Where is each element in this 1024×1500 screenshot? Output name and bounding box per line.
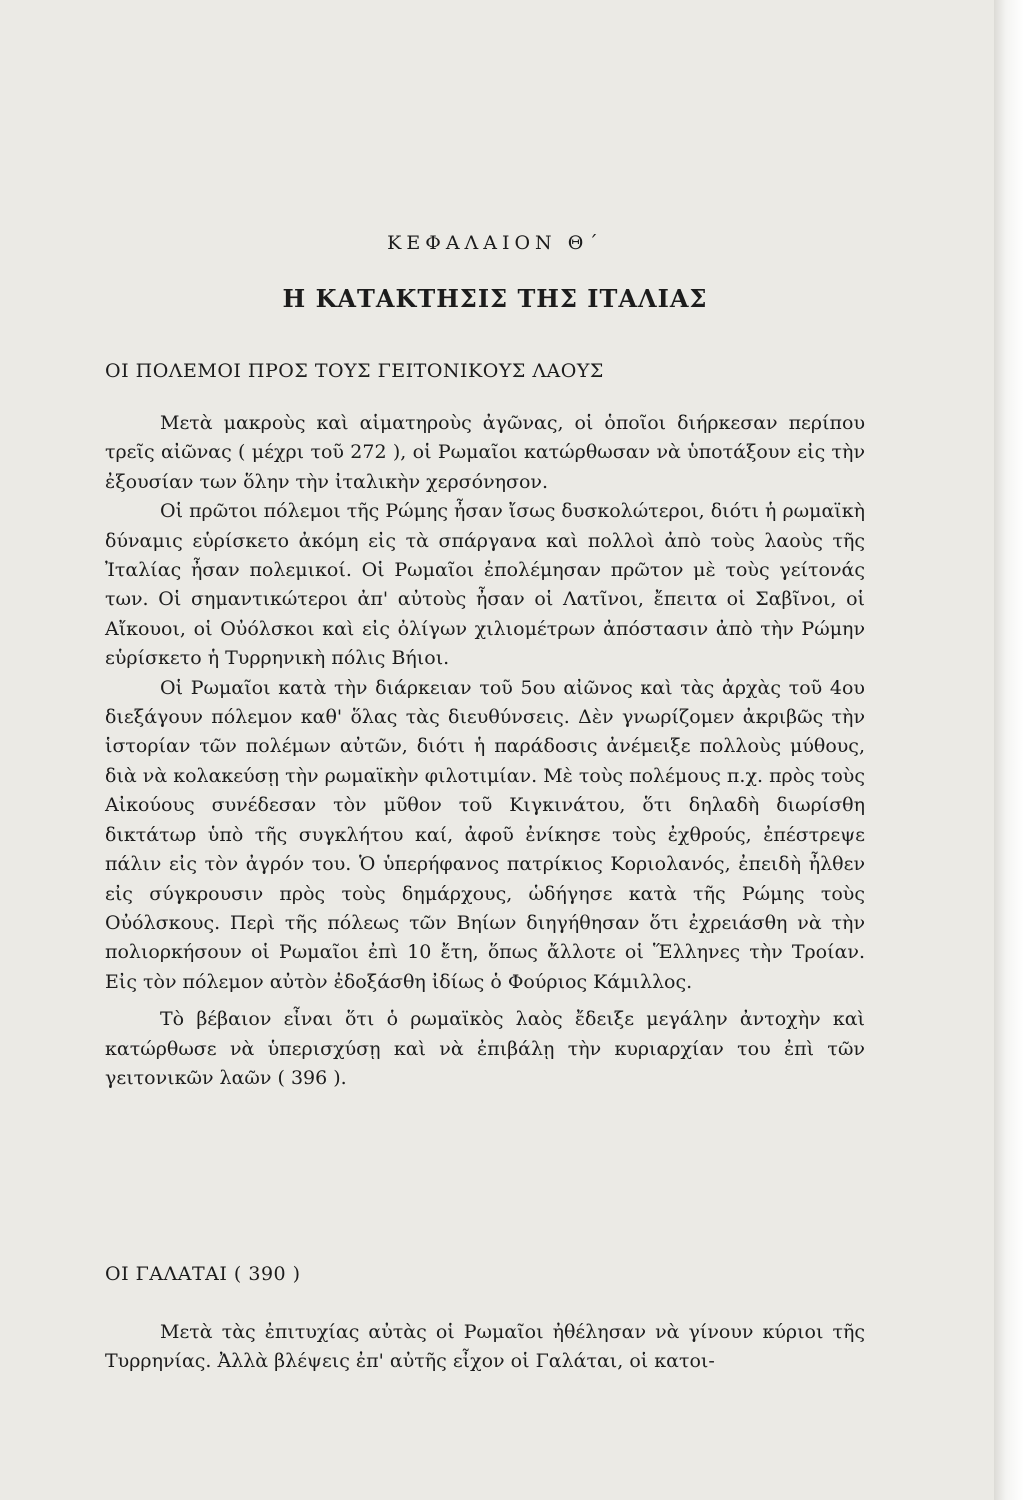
paragraph: Οἱ πρῶτοι πόλεμοι τῆς Ρώμης ἦσαν ἴσως δυσκολώτεροι, διότι ἡ ρωμαϊκὴ δύναμις εὑρίσκετο ἀκόμη εἰς τὰ σπάργανα καὶ πολλοὶ ἀπὸ τοὺς λαοὺς τῆς Ἰταλίας ἦσαν πολεμικοί. Οἱ Ρωμαῖοι ἐπολέμησαν πρῶτον μὲ τοὺς γείτονάς των. Οἱ σημαντικώτεροι ἀπ' αὐτοὺς ἦσαν οἱ Λατῖνοι, ἔπειτα οἱ Σαβῖνοι, οἱ Αἴκουοι, οἱ Οὐόλσκοι καὶ εἰς ὀλίγων χιλιομέτρων ἀπόστασιν ἀπὸ τὴν Ρώμην εὑρίσκετο ἡ Τυρρηνικὴ πόλις Βήιοι. <box>105 500 865 670</box>
chapter-title: Η ΚΑΤΑΚΤΗΣΙΣ ΤΗΣ ΙΤΑΛΙΑΣ <box>282 284 708 313</box>
section-body-gauls <box>105 1318 865 1377</box>
paragraph: Οἱ Ρωμαῖοι κατὰ τὴν διάρκειαν τοῦ 5ου αἰῶνος καὶ τὰς ἀρχὰς τοῦ 4ου διεξάγουν πόλεμον καθ' ὅλας τὰς διευθύνσεις. Δὲν γνωρίζομεν ἀκριβῶς τὴν ἱστορίαν τῶν πολέμων αὐτῶν, διότι ἡ παράδοσις ἀνέμειξε πολλοὺς μύθους, διὰ νὰ κολακεύσῃ τὴν ρωμαϊκὴν φιλοτιμίαν. Μὲ τοὺς πολέμους π.χ. πρὸς τοὺς Αἰκούους συνέδεσαν τὸν μῦθον τοῦ Κιγκινάτου, ὅτι δηλαδὴ διωρίσθη δικτάτωρ ὑπὸ τῆς συγκλήτου καί, ἀφοῦ ἐνίκησε τοὺς ἐχθρούς, ἐπέστρεψε πάλιν εἰς τὸν ἀγρόν του. Ὁ ὑπερήφανος πατρίκιος Κοριολανός, ἐπειδὴ ἦλθεν εἰς σύγκρουσιν πρὸς τοὺς δημάρχους, ὡδήγησε κατὰ τῆς Ρώμης τοὺς Οὐόλσκους. Περὶ τῆς πόλεως τῶν Βηίων διηγήθησαν ὅτι ἐχρειάσθη νὰ τὴν πολιορκήσουν οἱ Ρωμαῖοι ἐπὶ 10 ἔτη, ὅπως ἄλλοτε οἱ Ἕλληνες τὴν Τροίαν. Εἰς τὸν πόλεμον αὐτὸν ἐδοξάσθη ἰδίως ὁ Φούριος Κάμιλλος. <box>105 676 865 993</box>
paragraph: Τὸ βέβαιον εἶναι ὅτι ὁ ρωμαϊκὸς λαὸς ἔδειξε μεγάλην ἀντοχὴν καὶ κατώρθωσε νὰ ὑπερισχύσῃ καὶ νὰ ἐπιβάλῃ τὴν κυριαρχίαν του ἐπὶ τῶν γειτονικῶν λαῶν ( 396 ). <box>105 1008 865 1089</box>
paragraph: Μετὰ μακροὺς καὶ αἱματηροὺς ἀγῶνας, οἱ ὁποῖοι διήρκεσαν περίπου τρεῖς αἰῶνας ( μέχρι τοῦ 272 ), οἱ Ρωμαῖοι κατώρθωσαν νὰ ὑποτάξουν εἰς τὴν ἐξουσίαν των ὅλην τὴν ἰταλικὴν χερσόνησον. <box>105 412 865 493</box>
section-heading-gauls: ΟΙ ΓΑΛΑΤΑΙ ( 390 ) <box>105 1263 301 1285</box>
chapter-label: ΚΕΦΑΛΑΙΟΝ Θ΄ <box>387 232 603 254</box>
show-through-header <box>105 92 865 122</box>
paragraph: Μετὰ τὰς ἐπιτυχίας αὐτὰς οἱ Ρωμαῖοι ἠθέλησαν νὰ γίνουν κύριοι τῆς Τυρρηνίας. Ἀλλὰ βλέψεις ἐπ' αὐτῆς εἶχον οἱ Γαλάται, οἱ κατοι- <box>105 1321 865 1373</box>
page-binding-edge <box>994 0 1024 1500</box>
section-body-neighbours <box>105 409 865 1093</box>
section-heading-neighbours: ΟΙ ΠΟΛΕΜΟΙ ΠΡΟΣ ΤΟΥΣ ΓΕΙΤΟΝΙΚΟΥΣ ΛΑΟΥΣ <box>105 360 604 382</box>
